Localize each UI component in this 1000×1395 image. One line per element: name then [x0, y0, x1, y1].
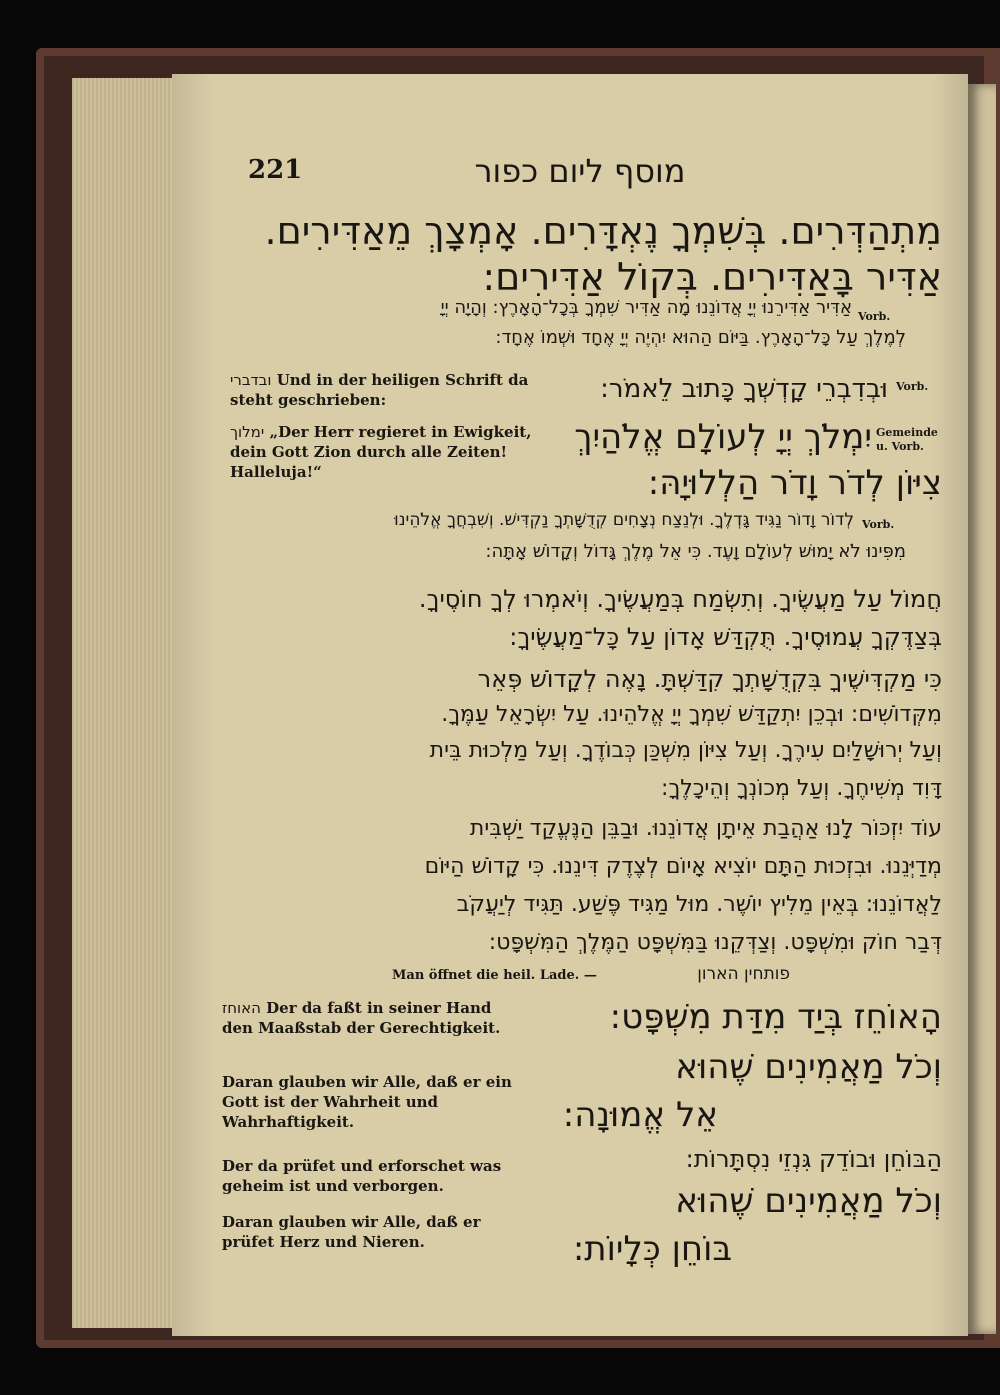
label-gemeinde: Gemeinde	[876, 426, 938, 439]
label-vorb: Vorb.	[862, 518, 895, 531]
hebrew-line-1: מִתְהַדְּרִים. בְּשִׁמְךָ נֶאְדָּרִים. אָמְצָךְ מֵאַדִּירִים.	[264, 209, 942, 253]
hebrew-line-13: מִקְּדוֹשִׁים: וּבְכֵן יִתְקַדַּשׁ שִׁמְךָ יְיָ אֱלֹהֵינוּ. עַל יִשְׂרָאֵל עַמֶּךָ.	[441, 702, 942, 727]
hebrew-line-12: כִּי מַקְדִּישֶׁיךָ בִּקְדֻשָּׁתְךָ קִדַּשְׁתָּ. נָאֶה לְקָדוֹשׁ פְּאֵר	[477, 665, 942, 693]
hebrew-line-16: עוֹד יִזְכּוֹר לָנוּ אַהֲבַת אֵיתָן אֲדוֹנֵנוּ. וּבַבֵּן הַנֶּעֱקַד יַשְׁבִּית	[469, 816, 942, 841]
page-edges	[72, 78, 180, 1328]
hebrew-line-6: יִמְלֹךְ יְיָ לְעוֹלָם אֱלֹהַיִךְ	[574, 417, 872, 457]
hebrew-line-11: בְּצַדֶּקְךָ עֲמוּסֶיךָ. תֻּקְדַּשׁ אָדוֹן עַל כָּל־מַעֲשֶׂיךָ:	[509, 623, 942, 651]
running-heading: מוסף ליום כפור	[474, 152, 686, 190]
next-page-edge	[968, 84, 996, 1334]
hebrew-line-2: אַדִּיר בָּאַדִּירִים. בְּקוֹל אַדִּירִים:	[482, 255, 942, 299]
hebrew-line-19: דְּבַר חוֹק וּמִשְׁפָּט. וְצַדְּקֵנוּ בַּמִּשְׁפָּט הַמֶּלֶךְ הַמִּשְׁפָּט:	[488, 930, 942, 955]
hebrew-line-17: מְדַיְּנֵנוּ. וּבִזְכוּת הַתָּם יוֹצִיא אָיוֹם לְצֶדֶק דִּינֵנוּ. כִּי קָדוֹשׁ הַיּוֹם	[424, 854, 942, 879]
german-translation: ימלוך „Der Herr regieret in Ewigkeit, dein Gott Zion durch alle Zeiten! Halleluja!“	[230, 423, 532, 481]
hebrew-bottom-2: וְכֹל מַאֲמִינִים שֶׁהוּא	[675, 1047, 942, 1087]
german-translation: האוחז Der da faßt in seiner Hand den Maaßstab der Gerechtigkeit.	[222, 999, 501, 1037]
page-number: 221	[248, 155, 303, 185]
hebrew-line-7: צִיּוֹן לְדֹר וָדֹר הַלְלוּיָהּ:	[647, 463, 942, 503]
hebrew-bottom-6: בּוֹחֵן כְּלָיוֹת:	[572, 1229, 732, 1269]
hebrew-bottom-3: אֵל אֱמוּנָה:	[562, 1095, 718, 1135]
hebrew-line-4: לְמֶלֶךְ עַל כָּל־הָאָרֶץ. בַּיּוֹם הַהוּא יִהְיֶה יְיָ אֶחָד וּשְׁמוֹ אֶחָד:	[495, 327, 906, 348]
german-translation: Daran glauben wir Alle, daß er prüfet Herz und Nieren.	[222, 1213, 481, 1251]
hebrew-line-5: וּבְדִבְרֵי קָדְשְׁךָ כָּתוּב לֵאמֹר:	[600, 374, 888, 404]
hebrew-line-3: אַדִּיר אַדִּירֵנוּ יְיָ אֲדוֹנֵנוּ מָה אַדִּיר שִׁמְךָ בְּכָל־הָאָרֶץ: וְהָיָה יְיָ	[440, 297, 852, 318]
label-u-vorb: u. Vorb.	[876, 440, 924, 453]
hebrew-line-15: דָּוִד מְשִׁיחֶךָ. וְעַל מְכוֹנְךָ וְהֵיכָלֶךָ:	[661, 776, 942, 801]
hebrew-line-14: וְעַל יְרוּשָׁלַיִם עִירֶךָ. וְעַל צִיּוֹן מִשְׁכַּן כְּבוֹדֶךָ. וְעַל מַלְכוּת בֵּית	[429, 738, 942, 763]
german-translation: ובדברי Und in der heiligen Schrift da steht geschrieben:	[230, 371, 529, 409]
hebrew-line-8: לְדוֹר וָדוֹר נַגִּיד גָּדְלֶךָ. וּלְנֵצַח נְצָחִים קְדֻשָּׁתְךָ נַקְדִּישׁ. וְשִׁבְחֲךָ אֱלֹהֵינוּ	[394, 510, 854, 530]
hebrew-line-10: חֲמוֹל עַל מַעֲשֶׂיךָ. וְתִשְׂמַח בְּמַעֲשֶׂיךָ. וְיֹאמְרוּ לְךָ חוֹסֶיךָ.	[418, 585, 942, 613]
instruction-german: Man öffnet die heil. Lade. —	[392, 968, 597, 983]
hebrew-bottom-4: הַבּוֹחֵן וּבוֹדֵק גִּנְזֵי נִסְתָּרוֹת:	[685, 1145, 942, 1173]
label-vorb: Vorb.	[858, 310, 891, 323]
german-translation: Der da prüfet und erforschet was geheim ist und verborgen.	[222, 1157, 502, 1195]
label-vorb: Vorb.	[896, 380, 929, 393]
hebrew-line-9: מִפִּינוּ לֹא יָמוּשׁ לְעוֹלָם וָעֶד. כִּי אֵל מֶלֶךְ גָּדוֹל וְקָדוֹשׁ אָתָּה:	[485, 541, 906, 562]
instruction-hebrew: פותחין הארון	[697, 964, 790, 984]
hebrew-bottom-1: הָאוֹחֵז בְּיַד מִדַּת מִשְׁפָּט:	[609, 997, 942, 1037]
hebrew-bottom-5: וְכֹל מַאֲמִינִים שֶׁהוּא	[675, 1181, 942, 1221]
hebrew-line-18: לַאֲדוֹנֵנוּ: בְּאֵין מֵלִיץ יוֹשֶׁר. מוּל מַגִּיד פֶּשַׁע. תַּגִּיד לְיַעֲקֹב	[456, 892, 942, 917]
german-translation: Daran glauben wir Alle, daß er ein Gott ist der Wahrheit und Wahrhaftigkeit.	[222, 1073, 512, 1131]
